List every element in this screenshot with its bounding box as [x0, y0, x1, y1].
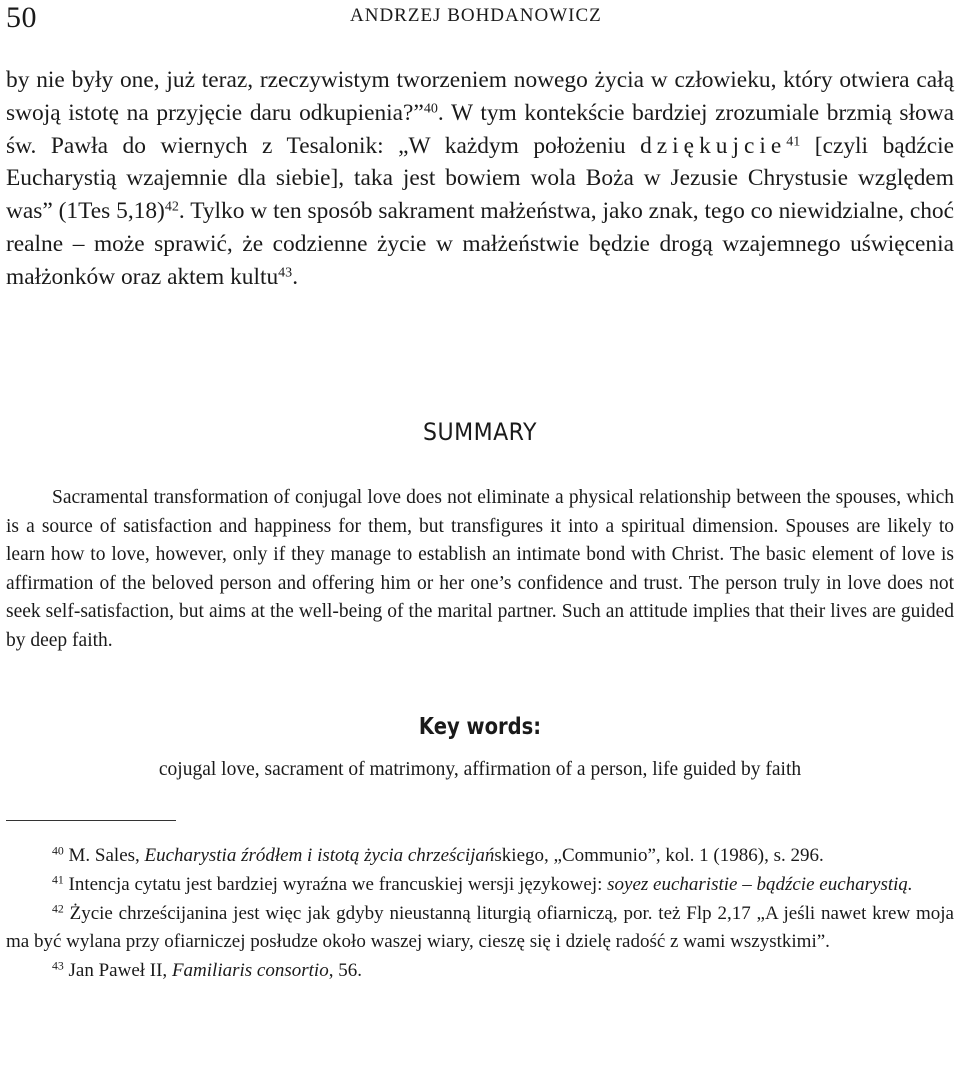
footnote-41 [6, 871, 954, 900]
footnote-number: 40 [52, 844, 64, 858]
footnote-ref-40[interactable]: 40 [423, 100, 438, 117]
page-number: 50 [6, 1, 37, 34]
keywords-text: cojugal love, sacrament of matrimony, affirmation of a person, life guided by faith [158, 759, 802, 780]
spaced-emphasis: dziękujcie [640, 132, 787, 159]
page-header [0, 0, 960, 40]
footnote-italic: Eucharystia źródłem i istotą życia chrześcijań [144, 845, 495, 866]
footnote-italic: soyez eucharistie – bądźcie eucharystią. [607, 873, 913, 895]
footnote-number: 41 [52, 873, 64, 887]
footnotes [6, 842, 954, 986]
footnote-divider [6, 820, 176, 821]
summary-text: Sacramental transformation of conjugal love does not eliminate a physical relationship between the spouses, which is a source of satisfaction and happiness for them, but transfigures it into a spiritual dimension. Spouses are likely to learn how to love, however, only if they manage to establish an intimate bond with Christ. The basic element of love is affirmation of the beloved person and offering him or her one’s confidence and trust. The person truly in love does not seek self-satisfaction, but aims at the well-being of the marital partner. Such an attitude implies that their lives are guided by deep faith. [6, 487, 954, 651]
footnote-42 [6, 900, 954, 958]
body-text-1: by nie były one, już teraz, rzeczywistym tworzeniem nowego życia w człowieku, który otwiera całą swoją istotę na przyjęcie daru odkupienia?” [6, 67, 954, 126]
body-text-5: . [292, 263, 299, 290]
footnote-text: Intencja cytatu jest bardziej wyraźna we francuskiej wersji językowej: [63, 873, 608, 895]
footnote-text: Jan Paweł II, [63, 960, 172, 982]
footnote-number: 42 [52, 902, 64, 916]
footnote-ref-41[interactable]: 41 [786, 132, 801, 149]
footnote-italic: Familiaris consortio [171, 960, 329, 982]
footnote-43 [6, 957, 954, 986]
footnote-40 [6, 842, 954, 871]
footnote-ref-43[interactable]: 43 [278, 264, 293, 281]
body-text-3: [czyli bądźcie Eucharystią wzajemnie dla siebie], taka jest bowiem wola Boża w Jezusie Chrystusie względem was” (1Tes 5,18) [6, 132, 954, 225]
footnote-text-end: skiego, „Communio”, kol. 1 (1986), s. 296. [494, 845, 824, 866]
footnote-text-end: , 56. [328, 960, 362, 982]
footnote-text: M. Sales, [63, 845, 145, 866]
footnote-ref-42[interactable]: 42 [164, 198, 179, 215]
body-text-4: . Tylko w ten sposób sakrament małżeństwa, jako znak, tego co niewidzialne, choć realne – może sprawić, że codzienne życie w małżeństwie będzie drogą wzajemnego uświęcenia małżonków oraz aktem kultu [6, 198, 954, 290]
summary-heading: SUMMARY [422, 418, 538, 446]
footnote-text: Życie chrześcijanina jest więc jak gdyby nieustanną liturgią ofiarniczą, por. też Flp 2,17 „A jeśli nawet krew moja ma być wylana przy ofiarniczej posłudze około waszej wiary, cieszę się i dzielę radość z wami wszystkimi”. [6, 902, 954, 953]
keywords-heading: Key words: [418, 714, 542, 740]
footnote-number: 43 [52, 959, 64, 973]
body-paragraph [6, 64, 954, 294]
running-head: ANDRZEJ BOHDANOWICZ [350, 5, 602, 26]
body-text-2: . W tym kontekście bardziej zrozumiale brzmią słowa św. Pawła do wiernych z Tesalonik: „W każdym położeniu [6, 99, 954, 159]
